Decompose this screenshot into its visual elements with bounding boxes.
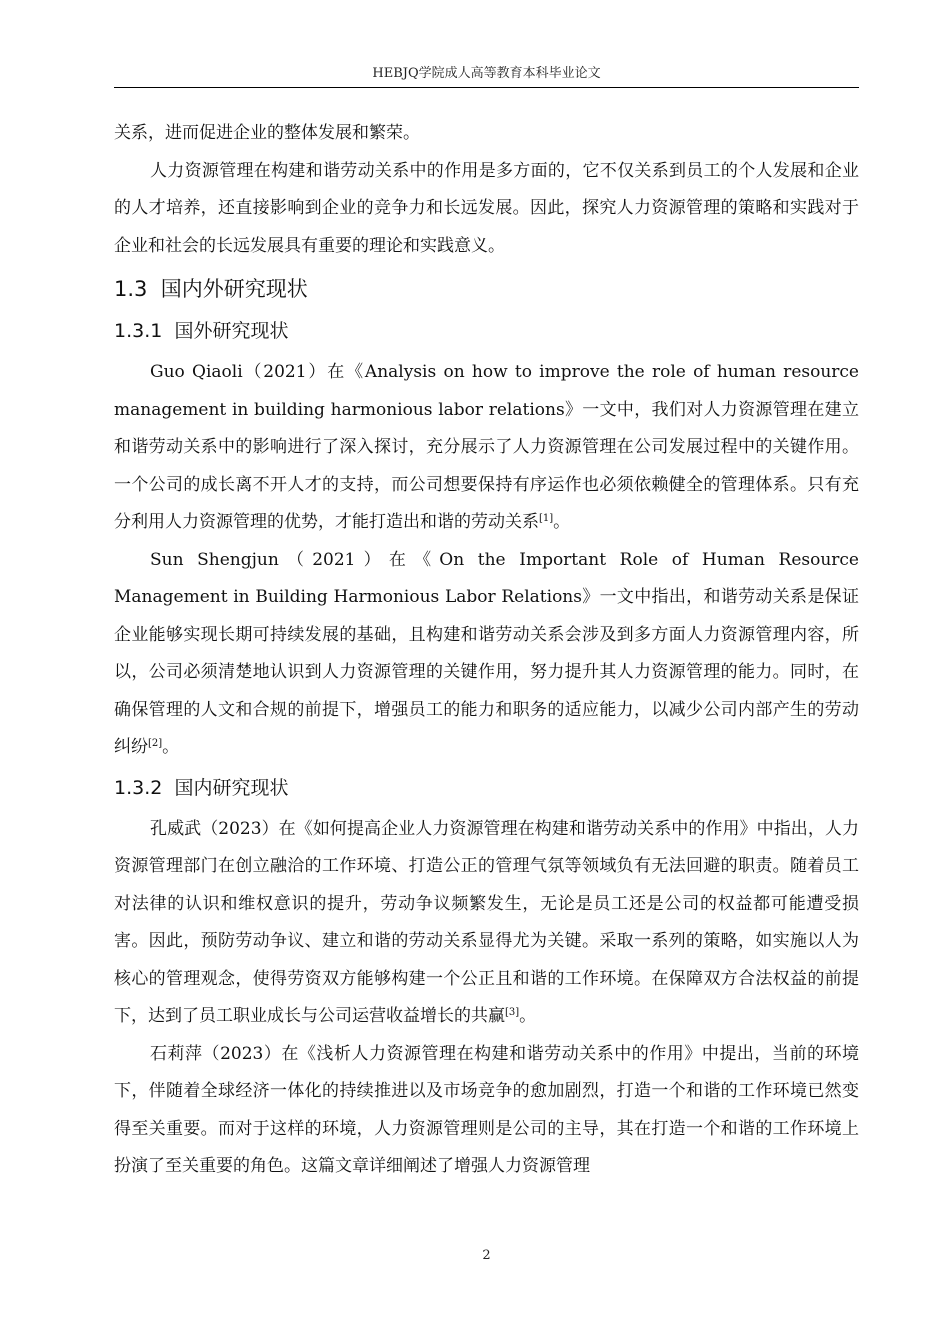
header-rule — [114, 87, 859, 88]
running-header: HEBJQ学院成人高等教育本科毕业论文 — [372, 66, 601, 81]
paragraph-kong-weiwu: 孔威武（2023）在《如何提高企业人力资源管理在构建和谐劳动关系中的作用》中指出，人力资源管理部门在创立融洽的工作环境、打造公正的管理气氛等领域负有无法回避的职责。随着员工对法律的认识和维权意识的提升，劳动争议频繁发生，无论是员工还是公司的权益都可能遭受损害。因此，预防劳动争议、建立和谐的劳动关系显得尤为关键。采取一系列的策略，如实施以人为核心的管理观念，使得劳资双方能够构建一个公正且和谐的工作环境。在保障双方合法权益的前提下，达到了员工职业成长与公司运营收益增长的共赢[3]。 — [114, 818, 859, 1026]
citation-ref-3: [3] — [505, 1007, 520, 1018]
page-number: 2 — [482, 1248, 491, 1263]
section-title: 国内外研究现状 — [160, 277, 308, 301]
section-heading-1-3-2 — [114, 769, 859, 807]
section-heading-1-3-1 — [114, 312, 859, 350]
section-number: 1.3 — [114, 277, 148, 301]
section-heading-1-3 — [114, 268, 859, 310]
citation-ref-1: [1] — [539, 513, 554, 524]
subsection-number: 1.3.1 — [114, 320, 163, 342]
document-body — [114, 115, 859, 1186]
subsection-number: 1.3.2 — [114, 776, 163, 799]
paragraph-guo-qiaoli: Guo Qiaoli（2021）在《Analysis on how to improve the role of human resource management in building harmonious labor relations》一文中，我们对人力资源管理在建立和谐劳动关系中的影响进行了深入探讨，充分展示了人力资源管理在公司发展过程中的关键作用。一个公司的成长离不开人才的支持，而公司想要保持有序运作也必须依赖健全的管理体系。只有充分利用人力资源管理的优势，才能打造出和谐的劳动关系[1]。 — [114, 362, 859, 532]
paragraph-sun-shengjun: Sun Shengjun（2021）在《On the Important Role of Human Resource Management in Building Harmonious Labor Relations》一文中指出，和谐劳动关系是保证企业能够实现长期可持续发展的基础，且构建和谐劳动关系会涉及到多方面人力资源管理内容，所以，公司必须清楚地认识到人力资源管理的关键作用，努力提升其人力资源管理的能力。同时，在确保管理的人文和合规的前提下，增强员工的能力和职务的适应能力，以减少公司内部产生的劳动纠纷[2]。 — [114, 549, 859, 757]
paragraph-shi-liping: 石莉萍（2023）在《浅析人力资源管理在构建和谐劳动关系中的作用》中提出，当前的环境下，伴随着全球经济一体化的持续推进以及市场竞争的愈加剧烈，打造一个和谐的工作环境已然变得至关重要。而对于这样的环境，人力资源管理则是公司的主导，其在打造一个和谐的工作环境上扮演了至关重要的角色。这篇文章详细阐述了增强人力资源管理 — [114, 1043, 859, 1176]
paragraph-hrm-role: 人力资源管理在构建和谐劳动关系中的作用是多方面的，它不仅关系到员工的个人发展和企业的人才培养，还直接影响到企业的竞争力和长远发展。因此，探究人力资源管理的策略和实践对于企业和社会的长远发展具有重要的理论和实践意义。 — [114, 160, 859, 256]
citation-ref-2: [2] — [148, 738, 163, 749]
subsection-title: 国内研究现状 — [174, 776, 289, 799]
subsection-title: 国外研究现状 — [174, 320, 289, 342]
paragraph-continuation: 关系，进而促进企业的整体发展和繁荣。 — [114, 123, 420, 143]
